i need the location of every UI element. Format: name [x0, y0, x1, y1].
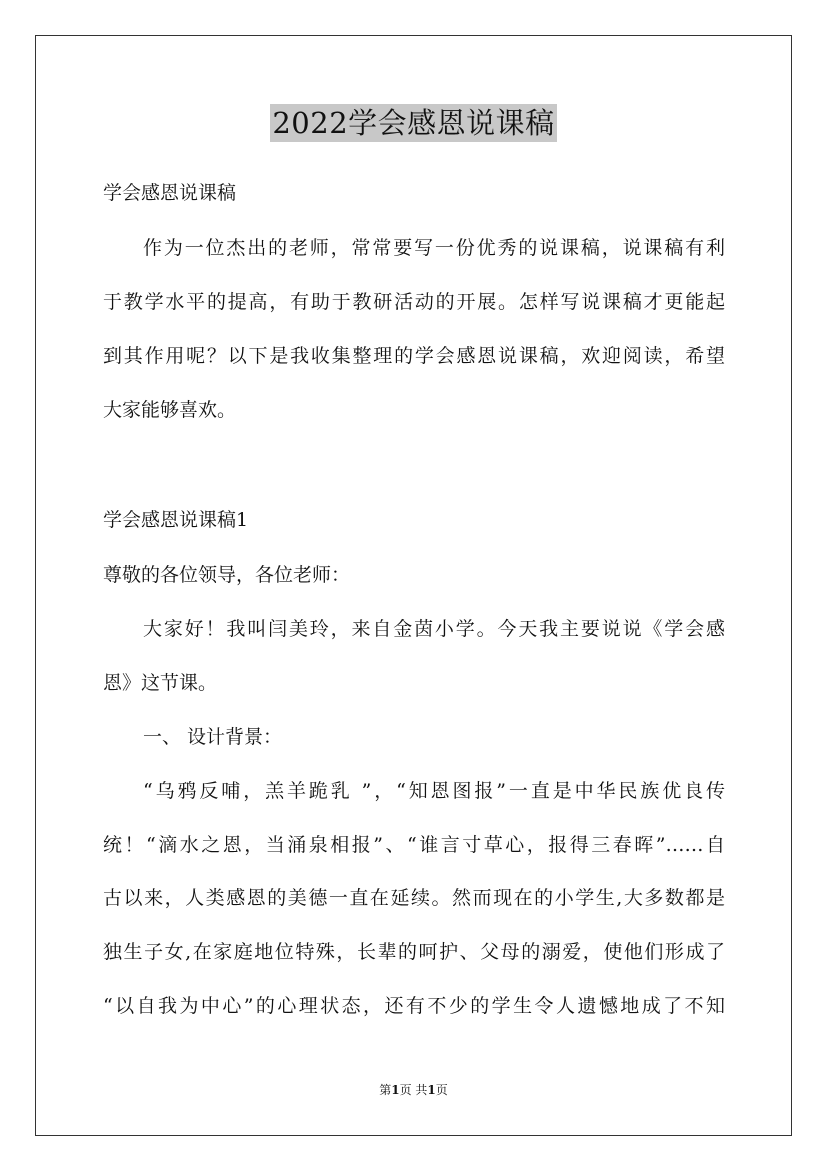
footer-total-pages: 1: [427, 1083, 436, 1097]
footer-suffix: 页: [435, 1083, 448, 1097]
intro-paragraph-line: 大家能够喜欢。: [103, 399, 237, 421]
footer-middle: 页 共: [399, 1083, 428, 1097]
document-subtitle: 学会感恩说课稿: [103, 182, 237, 204]
body-paragraph-line: 古以来，人类感恩的美德一直在延续。然而现在的小学生,大多数都是: [103, 887, 725, 909]
page-footer: [0, 1082, 827, 1098]
section-heading: 学会感恩说课稿1: [103, 509, 249, 531]
body-paragraph-line: “以自我为中心”的心理状态，还有不少的学生令人遗憾地成了不知: [103, 995, 725, 1017]
greeting-paragraph-line: 恩》这节课。: [103, 672, 218, 694]
body-paragraph-line: 统！“滴水之恩，当涌泉相报”、“谁言寸草心，报得三春晖”……自: [103, 834, 725, 856]
intro-paragraph-line: 作为一位杰出的老师，常常要写一份优秀的说课稿，说课稿有利: [143, 237, 725, 259]
footer-page-number: 1: [391, 1083, 400, 1097]
part-heading: 一、 设计背景：: [143, 726, 283, 748]
intro-paragraph-line: 于教学水平的提高，有助于教研活动的开展。怎样写说课稿才更能起: [103, 291, 725, 313]
greeting-paragraph-line: 大家好！我叫闫美玲，来自金茵小学。今天我主要说说《学会感: [143, 618, 725, 640]
salutation: 尊敬的各位领导，各位老师：: [103, 564, 351, 586]
title-container: [0, 104, 827, 142]
body-paragraph-line: “乌鸦反哺，羔羊跪乳 ”，“知恩图报”一直是中华民族优良传: [143, 780, 725, 802]
footer-prefix: 第: [379, 1083, 392, 1097]
body-paragraph-line: 独生子女,在家庭地位特殊，长辈的呵护、父母的溺爱，使他们形成了: [103, 941, 725, 963]
document-title: 2022学会感恩说课稿: [272, 106, 555, 140]
intro-paragraph-line: 到其作用呢？以下是我收集整理的学会感恩说课稿，欢迎阅读，希望: [103, 345, 725, 367]
